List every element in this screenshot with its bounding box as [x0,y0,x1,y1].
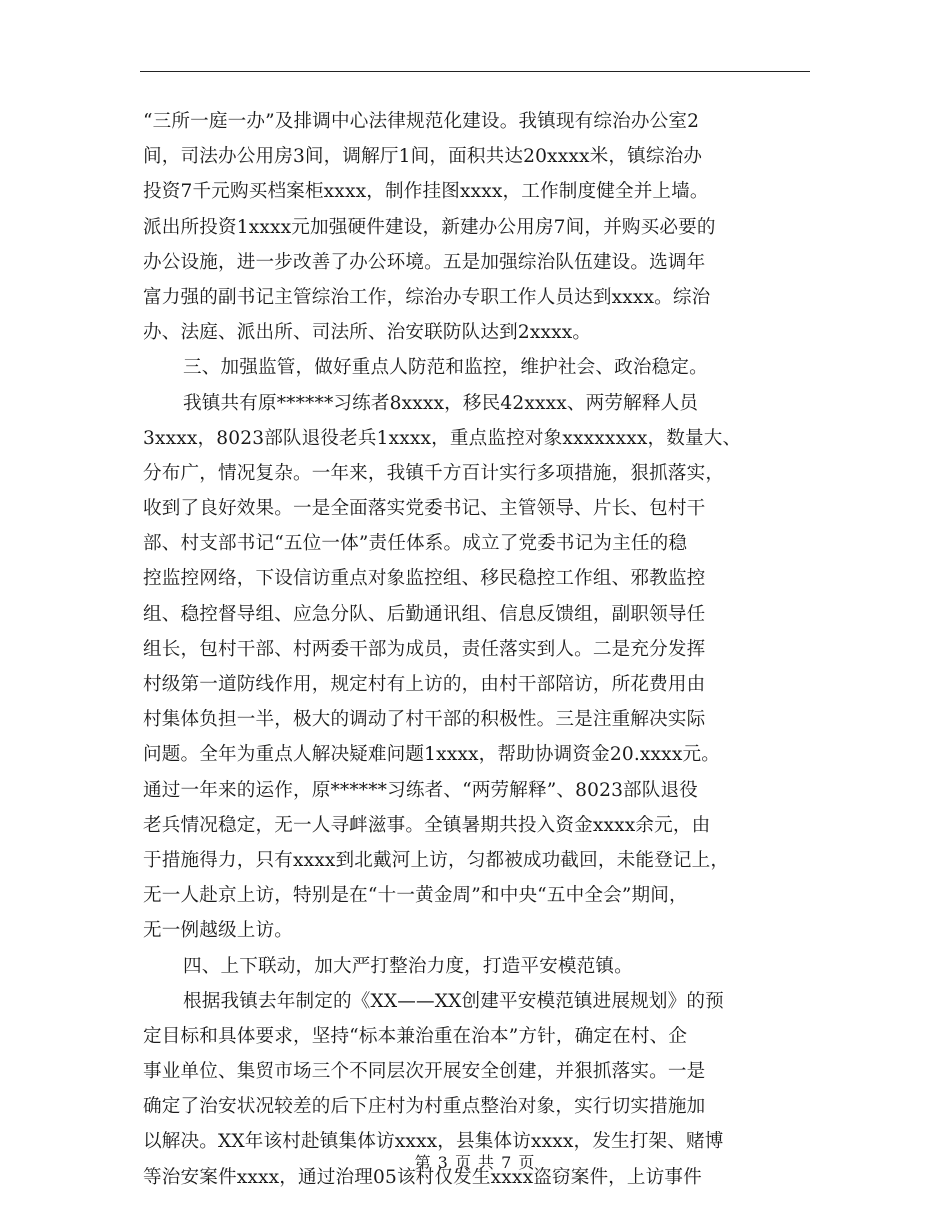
text-line: 等治安案件xxxx，通过治理05该村仅发生xxxx盗窃案件，上访事件 [143,1166,702,1188]
text-line: 事业单位、集贸市场三个不同层次开展安全创建，并狠抓落实。一是 [143,1061,706,1083]
text-line: 间，司法办公用房3间，调解厅1间，面积共达20xxxx米，镇综治办 [143,146,703,168]
text-line: 确定了治安状况较差的后下庄村为村重点整治对象，实行切实措施加 [143,1096,706,1118]
text-line: 以解决。XX年该村赴镇集体访xxxx，县集体访xxxx，发生打架、赌博 [143,1131,724,1153]
text-line: 定目标和具体要求，坚持“标本兼治重在治本”方针，确定在村、企 [143,1025,688,1047]
text-line: 投资7千元购买档案柜xxxx，制作挂图xxxx，工作制度健全并上墙。 [143,181,709,203]
text-line: “三所一庭一办”及排调中心法律规范化建设。我镇现有综治办公室2 [143,111,700,132]
text-line: 3xxxx，8023部队退役老兵1xxxx，重点监控对象xxxxxxxx，数量大、 [143,427,742,449]
text-line: 派出所投资1xxxx元加强硬件建设，新建办公用房7间，并购买必要的 [143,216,716,238]
text-line: 于措施得力，只有xxxx到北戴河上访，匀都被成功截回，未能登记上， [143,849,730,871]
text-line: 控监控网络，下设信访重点对象监控组、移民稳控工作组、邪教监控 [143,568,706,590]
text-line: 村集体负担一半，极大的调动了村干部的积极性。三是注重解决实际 [143,709,706,731]
text-line: 组长，包村干部、村两委干部为成员，责任落实到人。二是充分发挥 [143,638,706,660]
document-body [143,104,813,1195]
text-line: 三、加强监管，做好重点人防范和监控，维护社会、政治稳定。 [183,357,708,379]
text-line: 通过一年来的运作，原******习练者、“两劳解释”、8023部队退役 [143,779,699,801]
text-line: 四、上下联动，加大严打整治力度，打造平安模范镇。 [183,955,633,977]
text-line: 收到了良好效果。一是全面落实党委书记、主管领导、片长、包村干 [143,498,706,520]
text-line: 我镇共有原******习练者8xxxx，移民42xxxx、两劳解释人员 [183,392,699,414]
text-line: 问题。全年为重点人解决疑难问题1xxxx，帮助协调资金20.xxxx元。 [143,744,720,766]
text-line: 部、村支部书记“五位一体”责任体系。成立了党委书记为主任的稳 [143,533,688,555]
text-line: 办、法庭、派出所、司法所、治安联防队达到2xxxx。 [143,322,592,344]
text-line: 根据我镇去年制定的《XX——XX创建平安模范镇进展规划》的预 [183,990,724,1012]
page-number-footer: 第 3 页 共 7 页 [414,1153,536,1172]
text-line: 组、稳控督导组、应急分队、后勤通讯组、信息反馈组，副职领导任 [143,603,706,625]
text-line: 无一人赴京上访，特别是在“十一黄金周”和中央“五中全会”期间， [143,885,688,907]
header-rule [140,71,810,72]
text-line: 办公设施，进一步改善了办公环境。五是加强综治队伍建设。选调年 [143,251,706,273]
text-line: 村级第一道防线作用，规定村有上访的，由村干部陪访，所花费用由 [143,674,706,695]
text-line: 富力强的副书记主管综治工作，综治办专职工作人员达到xxxx。综治 [143,286,711,308]
text-line: 分布广，情况复杂。一年来，我镇千方百计实行多项措施，狠抓落实， [143,462,725,484]
text-line: 无一例越级上访。 [143,920,293,942]
text-line: 老兵情况稳定，无一人寻衅滋事。全镇暑期共投入资金xxxx余元，由 [143,814,711,836]
